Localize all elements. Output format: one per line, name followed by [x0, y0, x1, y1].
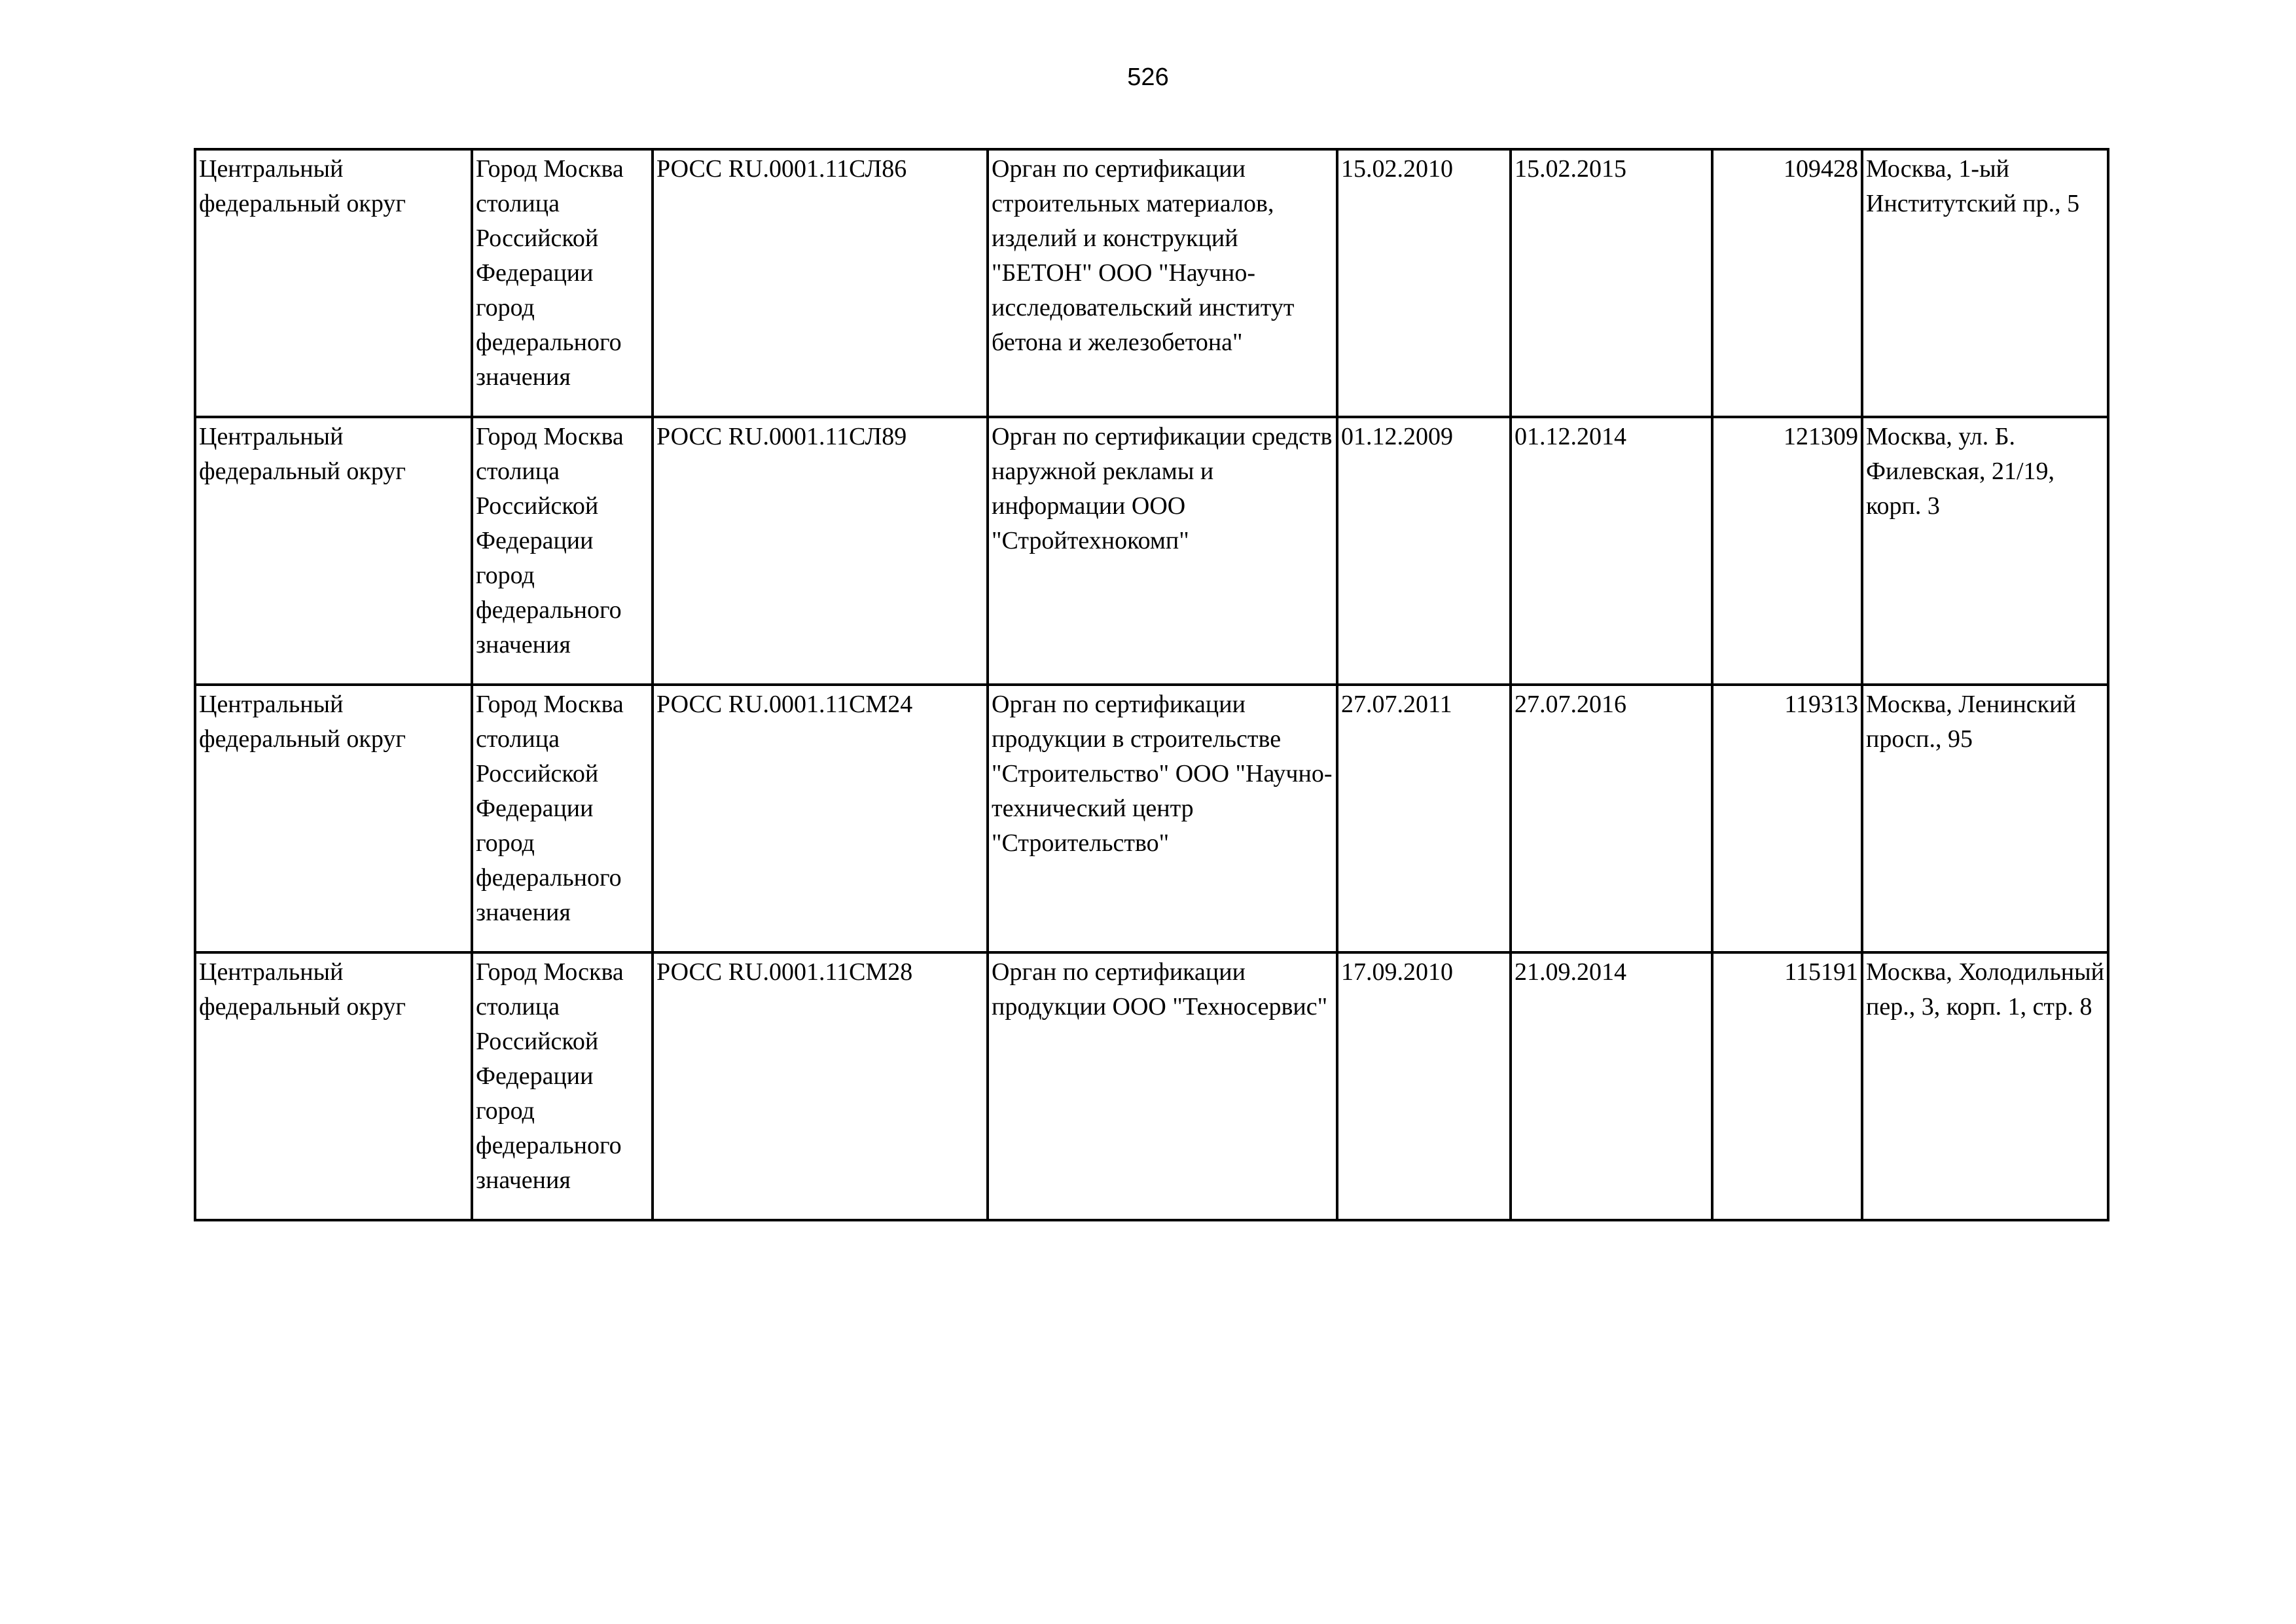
certificate-code-cell: РОСС RU.0001.11СЛ86: [653, 149, 988, 417]
date-from-cell: 27.07.2011: [1337, 685, 1511, 952]
address-cell: Москва, 1-ый Институтский пр., 5: [1862, 149, 2108, 417]
postal-index-cell: 119313: [1712, 685, 1862, 952]
table-row: [195, 952, 2108, 1220]
table-row: [195, 417, 2108, 685]
date-from-cell: 01.12.2009: [1337, 417, 1511, 685]
certification-registry-table: [194, 148, 2109, 1221]
address-cell: Москва, Ленинский просп., 95: [1862, 685, 2108, 952]
postal-index-cell: 115191: [1712, 952, 1862, 1220]
postal-index-cell: 109428: [1712, 149, 1862, 417]
district-cell: Центральный федеральный округ: [195, 149, 472, 417]
address-cell: Москва, ул. Б. Филевская, 21/19, корп. 3: [1862, 417, 2108, 685]
district-cell: Центральный федеральный округ: [195, 685, 472, 952]
address-cell: Москва, Холодильный пер., 3, корп. 1, стр. 8: [1862, 952, 2108, 1220]
date-to-cell: 15.02.2015: [1511, 149, 1712, 417]
table-row: [195, 149, 2108, 417]
district-cell: Центральный федеральный округ: [195, 952, 472, 1220]
region-cell: Город Москва столица Российской Федерации город федерального значения: [472, 149, 653, 417]
page-number: 526: [1127, 63, 1169, 91]
certificate-code-cell: РОСС RU.0001.11СМ24: [653, 685, 988, 952]
organ-cell: Орган по сертификации продукции ООО "Техносервис": [988, 952, 1337, 1220]
date-to-cell: 27.07.2016: [1511, 685, 1712, 952]
organ-cell: Орган по сертификации строительных материалов, изделий и конструкций "БЕТОН" ООО "Научно-исследовательский институт бетона и железобетона": [988, 149, 1337, 417]
district-cell: Центральный федеральный округ: [195, 417, 472, 685]
region-cell: Город Москва столица Российской Федерации город федерального значения: [472, 417, 653, 685]
date-to-cell: 01.12.2014: [1511, 417, 1712, 685]
date-from-cell: 15.02.2010: [1337, 149, 1511, 417]
region-cell: Город Москва столица Российской Федерации город федерального значения: [472, 952, 653, 1220]
organ-cell: Орган по сертификации продукции в строительстве "Строительство" ООО "Научно-технический центр "Строительство": [988, 685, 1337, 952]
postal-index-cell: 121309: [1712, 417, 1862, 685]
certificate-code-cell: РОСС RU.0001.11СМ28: [653, 952, 988, 1220]
certificate-code-cell: РОСС RU.0001.11СЛ89: [653, 417, 988, 685]
date-from-cell: 17.09.2010: [1337, 952, 1511, 1220]
table-row: [195, 685, 2108, 952]
date-to-cell: 21.09.2014: [1511, 952, 1712, 1220]
region-cell: Город Москва столица Российской Федерации город федерального значения: [472, 685, 653, 952]
organ-cell: Орган по сертификации средств наружной рекламы и информации ООО "Стройтехнокомп": [988, 417, 1337, 685]
